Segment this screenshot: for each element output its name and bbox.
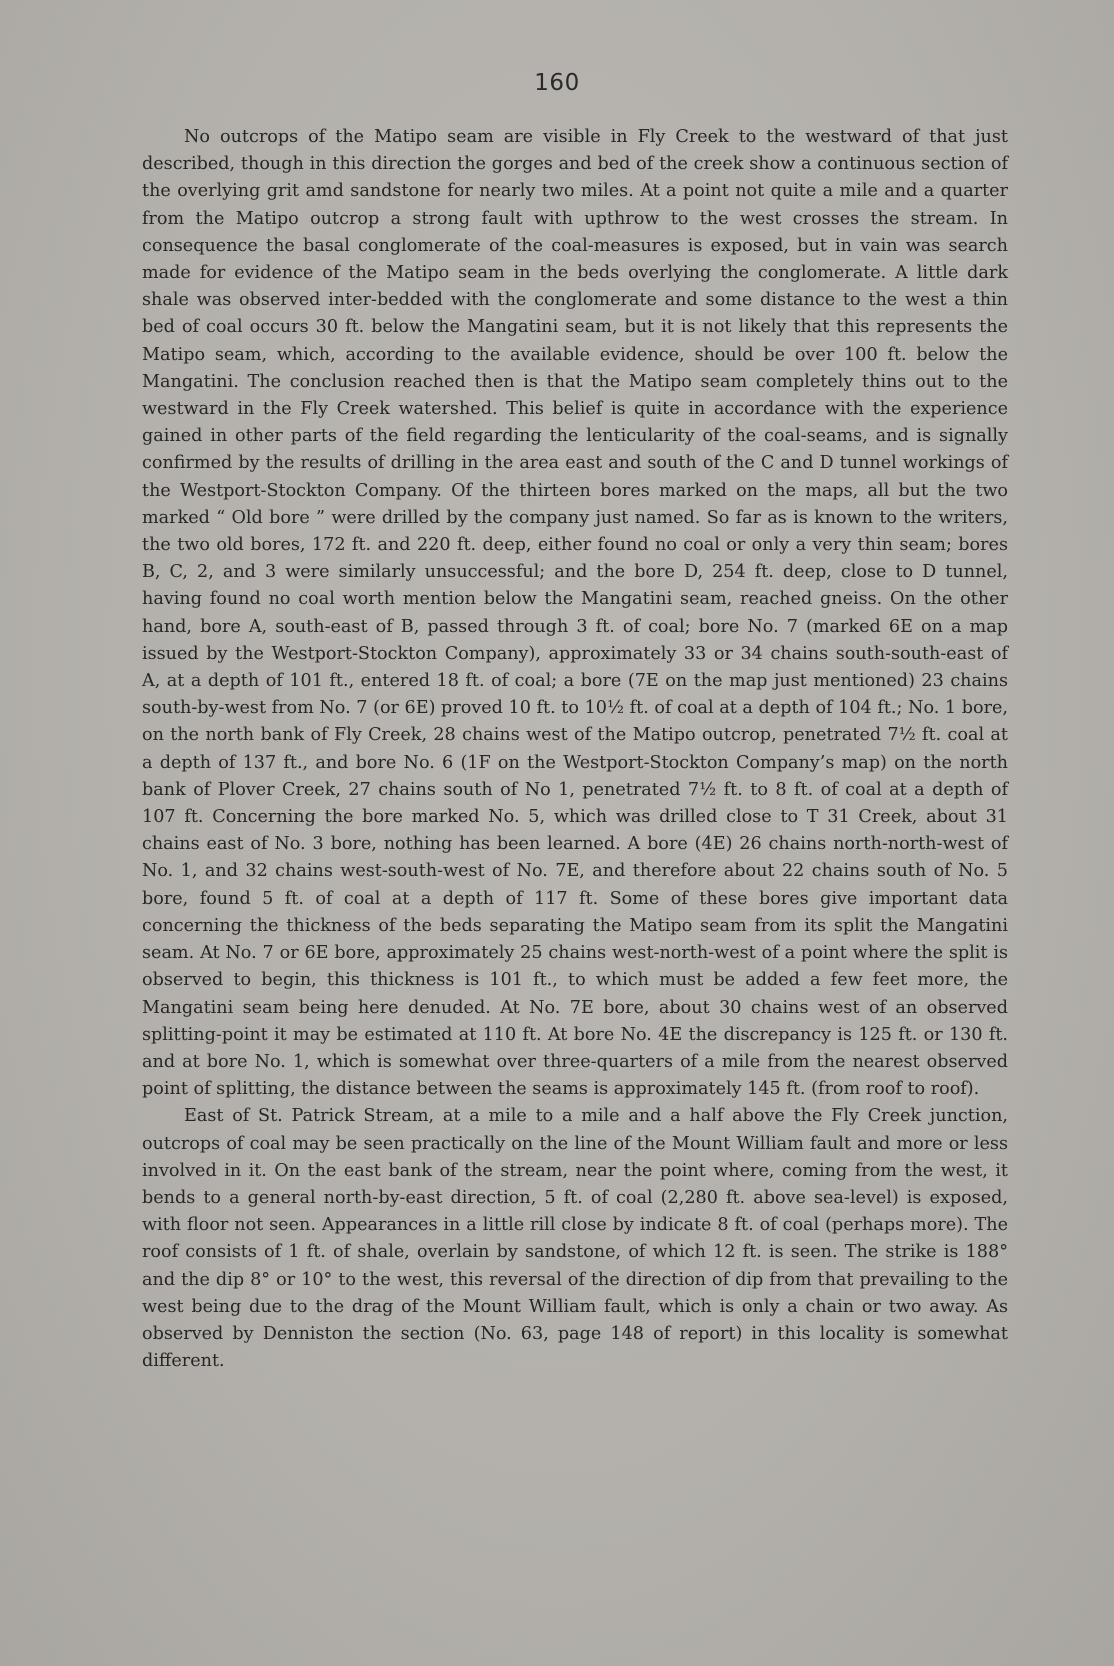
page-number: 160 xyxy=(534,70,580,96)
body-text xyxy=(142,124,1008,1375)
paragraph-matipo-seam: No outcrops of the Matipo seam are visible in Fly Creek to the westward of that just described, though in this direction the gorges and bed of the creek show a continuous section of the overlying grit amd sandstone for nearly two miles. At a point not quite a mile and a quarter from the Matipo outcrop a strong fault with upthrow to the west crosses the stream. In consequence the basal conglomerate of the coal-measures is exposed, but in vain was search made for evidence of the Matipo seam in the beds overlying the conglomerate. A little dark shale was observed inter-bedded with the conglomerate and some distance to the west a thin bed of coal occurs 30 ft. below the Mangatini seam, but it is not likely that this represents the Matipo seam, which, according to the available evidence, should be over 100 ft. below the Mangatini. The conclusion reached then is that the Matipo seam completely thins out to the westward in the Fly Creek watershed. This belief is quite in accordance with the experience gained in other parts of the field regarding the lenticularity of the coal-seams, and is signally confirmed by the results of drilling in the area east and south of the C and D tunnel workings of the Westport-Stockton Company. Of the thirteen bores marked on the maps, all but the two marked “ Old bore ” were drilled by the company just named. So far as is known to the writers, the two old bores, 172 ft. and 220 ft. deep, either found no coal or only a very thin seam; bores B, C, 2, and 3 were similarly unsuccessful; and the bore D, 254 ft. deep, close to D tunnel, having found no coal worth mention below the Mangatini seam, reached gneiss. On the other hand, bore A, south-east of B, passed through 3 ft. of coal; bore No. 7 (marked 6E on a map issued by the Westport-Stockton Company), approximately 33 or 34 chains south-south-east of A, at a depth of 101 ft., entered 18 ft. of coal; a bore (7E on the map just mentioned) 23 chains south-by-west from No. 7 (or 6E) proved 10 ft. to 10½ ft. of coal at a depth of 104 ft.; No. 1 bore, on the north bank of Fly Creek, 28 chains west of the Matipo outcrop, penetrated 7½ ft. coal at a depth of 137 ft., and bore No. 6 (1F on the Westport-Stockton Company’s map) on the north bank of Plover Creek, 27 chains south of No 1, penetrated 7½ ft. to 8 ft. of coal at a depth of 107 ft. Concerning the bore marked No. 5, which was drilled close to T 31 Creek, about 31 chains east of No. 3 bore, nothing has been learned. A bore (4E) 26 chains north-north-west of No. 1, and 32 chains west-south-west of No. 7E, and therefore about 22 chains south of No. 5 bore, found 5 ft. of coal at a depth of 117 ft. Some of these bores give important data concerning the thickness of the beds separating the Matipo seam from its split the Mangatini seam. At No. 7 or 6E bore, approximately 25 chains west-north-west of a point where the split is observed to begin, this thickness is 101 ft., to which must be added a few feet more, the Mangatini seam being here denuded. At No. 7E bore, about 30 chains west of an observed splitting-point it may be estimated at 110 ft. At bore No. 4E the discrepancy is 125 ft. or 130 ft. and at bore No. 1, which is somewhat over three-quarters of a mile from the nearest observed point of splitting, the distance between the seams is approximately 145 ft. (from roof to roof). xyxy=(142,127,1008,1100)
paragraph-st-patrick-stream: East of St. Patrick Stream, at a mile to a mile and a half above the Fly Creek junction, outcrops of coal may be seen practically on the line of the Mount William fault and more or less involved in it. On the east bank of the stream, near the point where, coming from the west, it bends to a general north-by-east direction, 5 ft. of coal (2,280 ft. above sea-level) is exposed, with floor not seen. Appearances in a little rill close by indicate 8 ft. of coal (perhaps more). The roof consists of 1 ft. of shale, overlain by sandstone, of which 12 ft. is seen. The strike is 188° and the dip 8° or 10° to the west, this reversal of the direction of dip from that prevailing to the west being due to the drag of the Mount William fault, which is only a chain or two away. As observed by Denniston the section (No. 63, page 148 of report) in this locality is somewhat different. xyxy=(142,1106,1008,1372)
